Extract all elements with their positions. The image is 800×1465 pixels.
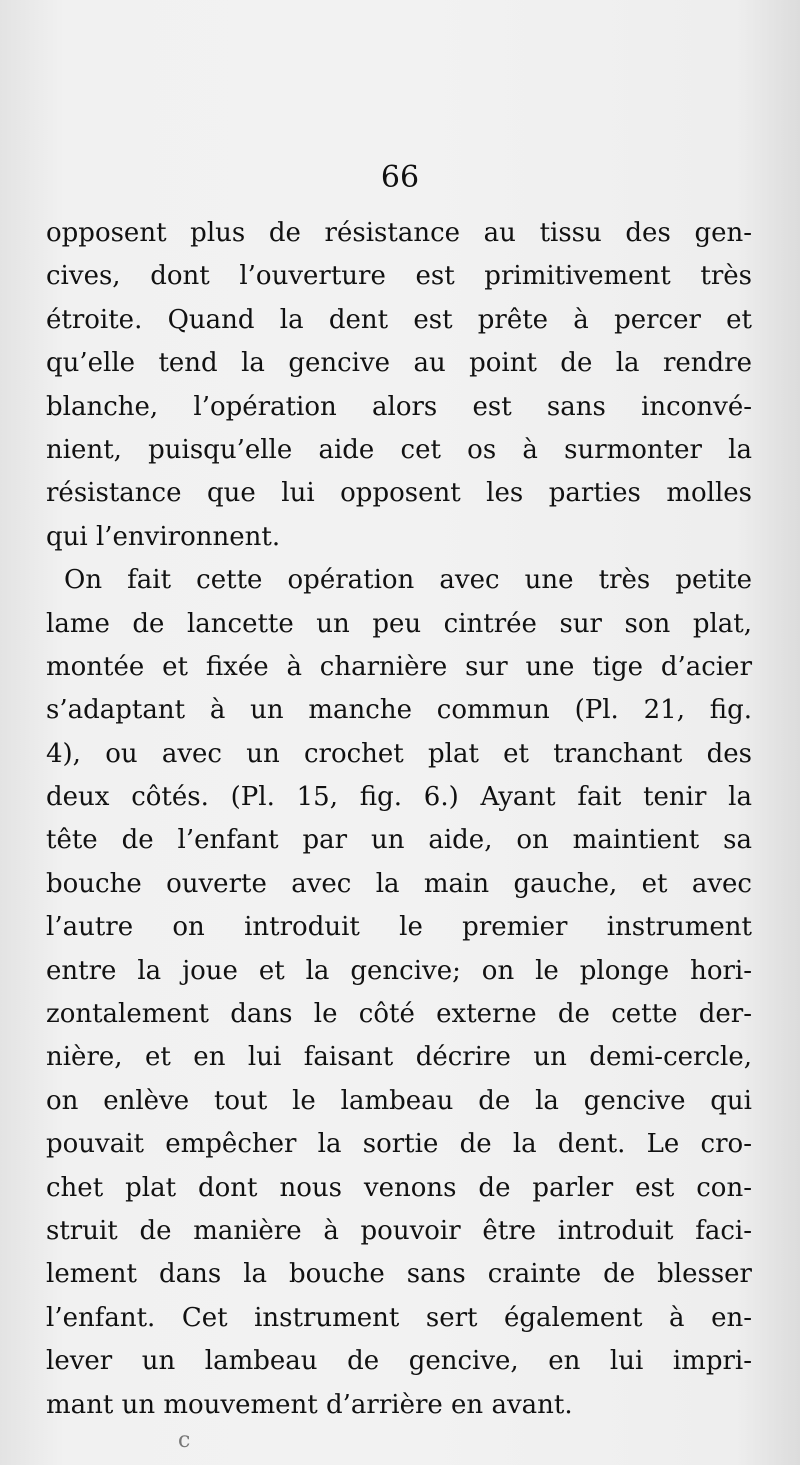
text-line: on enlève tout le lambeau de la gencive qui — [46, 1085, 752, 1116]
body-text — [46, 212, 752, 1427]
text-line: s’adaptant à un manche commun (Pl. 21, fig. — [46, 695, 752, 726]
text-line: chet plat dont nous venons de parler est con- — [46, 1172, 752, 1203]
text-line: montée et fixée à charnière sur une tige d’acier — [46, 651, 752, 682]
text-line: l’autre on introduit le premier instrument — [46, 912, 752, 943]
text-line: On fait cette opération avec une très petite — [64, 565, 752, 596]
text-line: zontalement dans le côté externe de cette der- — [46, 999, 752, 1030]
text-line: l’enfant. Cet instrument sert également à en- — [46, 1302, 752, 1333]
text-line: 4), ou avec un crochet plat et tranchant des — [46, 738, 752, 769]
text-line: lame de lancette un peu cintrée sur son plat, — [46, 608, 752, 639]
text-line: cives, dont l’ouverture est primitivement très — [46, 261, 752, 292]
text-line: pouvait empêcher la sortie de la dent. Le cro- — [46, 1129, 752, 1160]
text-line: bouche ouverte avec la main gauche, et avec — [46, 868, 752, 899]
text-line: nière, et en lui faisant décrire un demi-cercle, — [46, 1042, 752, 1073]
paragraph-1 — [46, 212, 752, 559]
text-line: résistance que lui opposent les parties molles — [46, 478, 752, 509]
text-line: qu’elle tend la gencive au point de la rendre — [46, 348, 752, 379]
text-line: deux côtés. (Pl. 15, fig. 6.) Ayant fait tenir la — [46, 782, 752, 813]
text-line: opposent plus de résistance au tissu des gen- — [46, 218, 752, 248]
paragraph-2 — [46, 559, 752, 1427]
text-line: lement dans la bouche sans crainte de blesser — [46, 1259, 752, 1290]
text-line: mant un mouvement d’arrière en avant. — [46, 1389, 573, 1420]
text-line: tête de l’enfant par un aide, on maintient sa — [46, 825, 752, 856]
text-line: entre la joue et la gencive; on le plonge hori- — [46, 955, 752, 986]
text-line: blanche, l’opération alors est sans inconvé- — [46, 391, 752, 422]
signature-mark: c — [178, 1428, 191, 1453]
page-number: 66 — [380, 160, 420, 195]
text-line: étroite. Quand la dent est prête à percer et — [46, 304, 752, 335]
text-line: lever un lambeau de gencive, en lui impri- — [46, 1346, 752, 1377]
text-line: nient, puisqu’elle aide cet os à surmonter la — [46, 434, 752, 465]
text-line: qui l’environnent. — [46, 521, 281, 552]
text-line: struit de manière à pouvoir être introduit faci- — [46, 1215, 752, 1246]
